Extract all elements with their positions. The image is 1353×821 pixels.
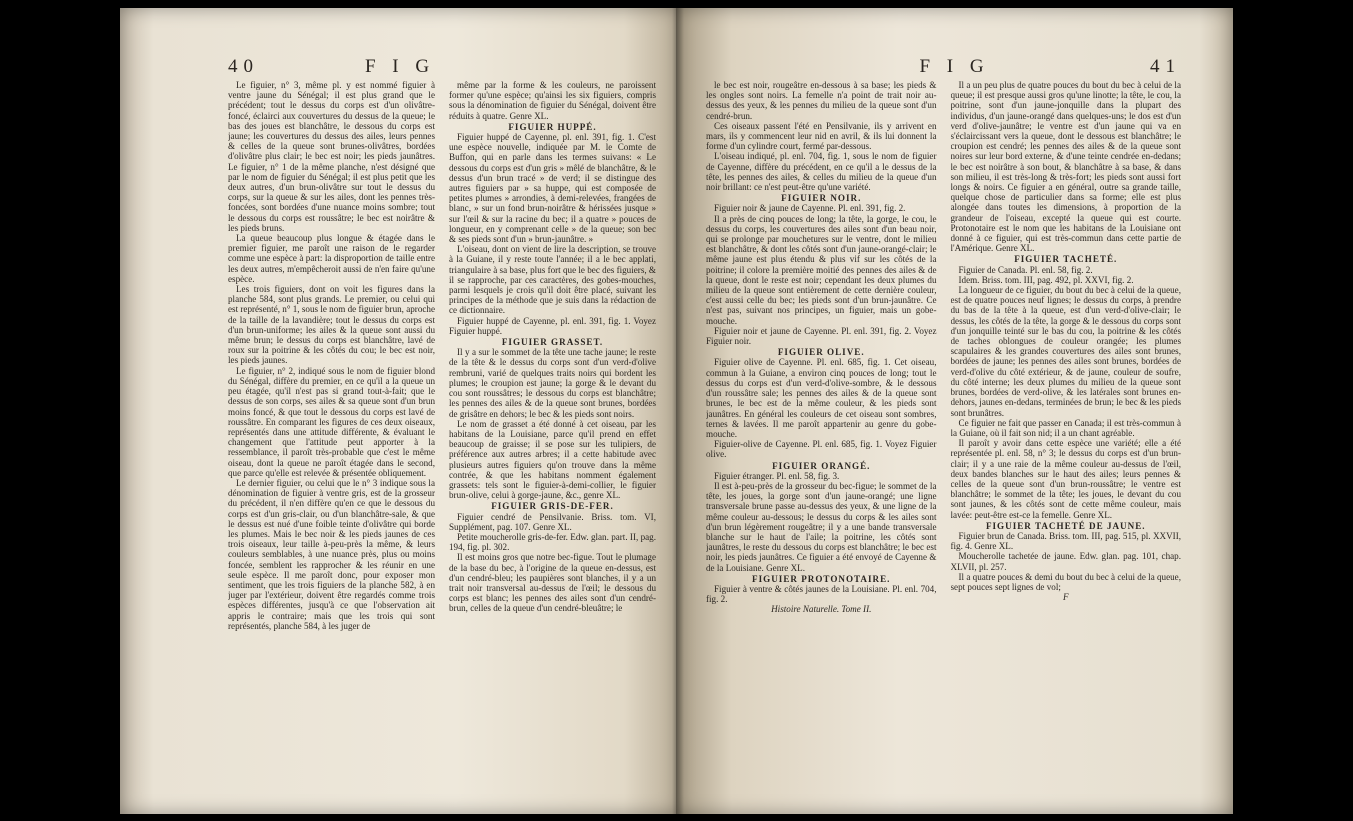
entry-heading: FIGUIER GRIS-DE-FER.: [491, 501, 614, 512]
paragraph: même par la forme & les couleurs, ne paroissent former qu'une espèce; qu'ainsi les six figuiers, compris sous la dénomination de figuier du Sénégal, doivent être réduits à quatre. Genre XL.: [449, 80, 656, 121]
paragraph: Figuier olive de Cayenne. Pl. enl. 685, fig. 1. Cet oiseau, commun à la Guiane, a environ cinq pouces de long; tout le dessus du corps est d'un verd-d'olive-sombre, & le dessous d'un roussâtre sale; les pennes des ailes & de la queue sont brunes, le bec est de la même couleur, & les pieds sont jaunâtres. En général les couleurs de cet oiseau sont sombres, ternes & lavées. Il me paroît appartenir au genre du gobe-mouche.: [706, 357, 937, 439]
paragraph: Le figuier, n° 3, même pl. y est nommé figuier à ventre jaune du Sénégal; il est plus grand que le précédent; tout le dessus du corps est d'un olivâtre-foncé, éclairci aux couvertures du dessus de la queue; le bas des joues est blanchâtre, le dessous du corps est jaune; les couvertures du dessus des ailes, leurs pennes & celles de la queue sont brunes-olivâtres, bordées d'olivâtre plus clair; le bec est noir; les pieds jaunâtres. Le figuier, n° 1 de la même planche, n'est désigné que par le nom de figuier du Sénégal; il est plus petit que les deux autres, d'un brun-olivâtre sur tout le dessus du corps, sur la queue & sur les ailes, dont les pennes très-foncées, sont bordées d'une nuance moins sombre; tout le dessous du corps est roussâtre; le bec est noirâtre & les pieds bruns.: [228, 80, 435, 233]
paragraph: Ce figuier ne fait que passer en Canada; il est très-commun à la Guiane, où il fait son nid; il a un chant agréable.: [950, 417, 1181, 438]
paragraph: Il est à-peu-près de la grosseur du bec-figue; le sommet de la tête, les joues, la gorge sont d'un jaune-orangé; une ligne transversale brune passe au-dessus des yeux, & une ligne de la même couleur au-dessous; le dessus du corps & les ailes sont d'un brun légèrement rougeâtre; il y a une bande transversale blanche sur le haut de l'aile; la poitrine, les côtés sont jaunâtres, le reste du dessous du corps est blanchâtre; le bec est noir, les pieds jaunâtres. Ce figuier a été envoyé de Cayenne & de la Louisiane. Genre XL.: [706, 480, 937, 573]
paragraph: Figuier étranger. Pl. enl. 58, fig. 3.: [714, 470, 840, 481]
entry-heading: FIGUIER TACHETÉ DE JAUNE.: [985, 520, 1146, 531]
paragraph: Moucherolle tachetée de jaune. Edw. glan. pag. 101, chap. XLVII, pl. 257.: [950, 551, 1181, 572]
entry-heading: FIGUIER TACHETÉ.: [1014, 254, 1118, 265]
column-2: [449, 80, 656, 800]
paragraph: Il a un peu plus de quatre pouces du bout du bec à celui de la queue; il est presque aussi gros qu'une linotte; la tête, le cou, la poitrine, sont d'un jaune-jonquille dans la plupart des individus, d'un jaune-orangé dans quelques-uns; le dos est d'un verd d'olive-jaunâtre; le ventre est d'un jaune qui va en s'éclaircissant vers la queue, dont le dessous est blanchâtre; le croupion est cendré; les pennes des ailes & de la queue sont noires sur leur bord externe, & d'une teinte cendrée en-dedans; le bec est noirâtre à son bout, & blanchâtre à sa base, & dans son milieu, il est très-long & très-fort; les pieds sont aussi fort longs & noirs. Ce figuier a en général, outre sa grande taille, quelque chose de particulier dans sa forme; elle est plus alongée dans toutes les dimensions, à proportion de la grandeur de l'oiseau, excepté la queue qui est courte. Protonotaire est le nom que les habitans de la Louisiane ont donné à ce figuier, qui est très-commun dans cette partie de l'Amérique. Genre XL.: [950, 80, 1181, 254]
entry-heading: FIGUIER PROTONOTAIRE.: [752, 573, 891, 584]
paragraph: Figuier noir & jaune de Cayenne. Pl. enl. 391, fig. 2.: [714, 203, 906, 214]
page-number: 40: [228, 56, 259, 77]
paragraph: Figuier de Canada. Pl. enl. 58, fig. 2.: [958, 264, 1093, 275]
paragraph: Figuier brun de Canada. Briss. tom. III, pag. 515, pl. XXVII, fig. 4. Genre XL.: [950, 530, 1181, 552]
column-2: [951, 80, 1182, 800]
column-1: [706, 80, 937, 800]
entry-heading: FIGUIER NOIR.: [781, 193, 862, 204]
entry-heading: FIGUIER HUPPÉ.: [508, 121, 597, 132]
paragraph: Figuier huppé de Cayenne, pl. enl. 391, fig. 1. C'est une espèce nouvelle, indiquée par M. le Comte de Buffon, qui en parle dans les termes suivans: « Le dessous du corps est d'un gris » mêlé de blanchâtre, & le dessus d'un brun tracé » de verd; il se distingue des autres figuiers par » sa huppe, qui est composée de petites plumes » arrondies, à demi-relevées, frangées de blanc, » sur un fond brun-noirâtre & hérissées jusque » sur l'œil & sur la racine du bec; il a quatre » pouces de longueur, en y comprenant celle » de la queue; son bec & ses pieds sont d'un » brun-jaunâtre. »: [449, 132, 656, 245]
paragraph: Idem. Briss. tom. III, pag. 492, pl. XXVI, fig. 2.: [958, 274, 1134, 285]
paragraph: Il a quatre pouces & demi du bout du bec à celui de la queue, sept pouces sept lignes de vol;: [950, 571, 1181, 592]
paragraph: Figuier noir et jaune de Cayenne. Pl. enl. 391, fig. 2. Voyez Figuier noir.: [706, 325, 937, 347]
paragraph: le bec est noir, rougeâtre en-dessous à sa base; les pieds & les ongles sont noirs. La femelle n'a point de trait noir au-dessus des yeux, & les pennes du milieu de la queue sont d'un cendré-brun.: [706, 80, 937, 121]
signature-line: F: [1062, 592, 1069, 603]
paragraph: La queue beaucoup plus longue & étagée dans le premier figuier, me paroît une raison de le regarder comme une espèce à part: la disproportion de taille entre les deux autres, m'empêcheroit aussi de n'en faire qu'une espèce.: [228, 233, 435, 284]
paragraph: Les trois figuiers, dont on voit les figures dans la planche 584, sont plus grands. Le premier, ou celui qui est représenté, n° 1, sous le nom de figuier brun, aproche de la taille de la lavandière; tout le dessus du corps est d'un brun-uniforme; les ailes & la queue sont aussi du même brun; le dessus du corps est blanchâtre, lavé de roux sur la poitrine & les côtés du cou; le bec est noir, les pieds jaunes.: [228, 284, 435, 366]
entry-heading: FIGUIER OLIVE.: [777, 347, 865, 358]
column-1: [228, 80, 435, 800]
paragraph: L'oiseau, dont on vient de lire la description, se trouve à la Guiane, il y reste toute l'année; il a le bec applati, triangulaire à sa base, plus fort que le bec des figuiers, & il se rapproche, par ces caractères, des gobes-mouches, parmi lesquels je crois qu'il doit être placé, suivant les principes de la méthode que je suis dans la rédaction de ce dictionnaire.: [449, 244, 656, 316]
page-header: [120, 56, 680, 78]
right-page: [676, 8, 1233, 814]
paragraph: Il est moins gros que notre bec-figue. Tout le plumage de la base du bec, à l'origine de la queue en-dessus, est d'un cendré-bleu; les paupières sont blanches, il y a un trait noir transversal au-dessus de l'œil; le dessous du corps est blanc; les pennes des ailes sont d'un cendré-brun, celles de la queue d'un cendré-bleuâtre; le: [449, 552, 656, 614]
page-header: [676, 56, 1233, 78]
paragraph: Le nom de grasset a été donné à cet oiseau, par les habitans de la Louisiane, parce qu'il prend en effet beaucoup de graisse; il se pose sur les tulipiers, de préférence aux autres arbres; il a cette habitude avec plusieurs autres figuiers qu'on trouve dans la même contrée, & que les habitans nomment également grassets: tels sont le figuier-à-demi-collier, le figuier brun-olive, celui à gorge-jaune, &c., genre XL.: [449, 418, 656, 501]
text-columns: [706, 80, 1181, 800]
paragraph: Le dernier figuier, ou celui que le n° 3 indique sous la dénomination de figuier à ventre gris, est de la grosseur du précédent, il n'en diffère qu'en ce que le dessous du corps est d'un gris-clair, ou d'un blanchâtre-sale, & que le dessus est nué d'une foible teinte d'olivâtre qui borde les plumes. Mais le bec noir & les pieds jaunes de ces trois oiseaux, leur taille à-peu-près la même, & leurs couleurs semblables, à une nuance près, plus ou moins foncée, semblent les rapprocher & les réunir en une seule espèce. Il me paroît donc, pour exposer mon sentiment, que les trois figuiers de la planche 582, à en juger par l'extérieur, doivent être regardés comme trois espèces différentes, jusqu'à ce que l'observation ait appris le contraire; mais que les trois qui sont représentés, planche 584, à les juger de: [228, 477, 435, 631]
gutter-shadow: [676, 8, 684, 814]
entry-heading: FIGUIER GRASSET.: [501, 337, 604, 348]
paragraph: Figuier-olive de Cayenne. Pl. enl. 685, fig. 1. Voyez Figuier olive.: [706, 439, 937, 460]
paragraph: Il a près de cinq pouces de long; la tête, la gorge, le cou, le dessus du corps, les couvertures des ailes sont d'un beau noir, qui se prolonge par mouchetures sur le ventre, dont le milieu est blanchâtre, & dont les côtés sont d'un jaune-orangé-clair; le même jaune est plus étendu & plus vif sur les côtés de la poitrine; il colore la première moitié des pennes des ailes & de la queue, dont le reste est noir; cependant les deux plumes du milieu de la queue sont entièrement de cette dernière couleur, c'est aussi celle du bec; les pieds sont d'un brun-jaunâtre. Ce n'est pas, suivant nos principes, un figuier, mais un gobe-mouche.: [706, 213, 937, 326]
paragraph: Il y a sur le sommet de la tête une tache jaune; le reste de la tête & le dessus du corps sont d'un verd-d'olive rembruni, varié de quelques traits noirs qui bordent les plumes; le croupion est jaune; la gorge & le devant du cou sont roussâtres; le dessous du corps est blanchâtre; les pennes des ailes & de la queue sont brunes, bordées de grisâtre en dehors; le bec & les pieds sont noirs.: [449, 347, 656, 419]
left-page: [120, 8, 680, 814]
paragraph: Figuier à ventre & côtés jaunes de la Louisiane. Pl. enl. 704, fig. 2.: [706, 583, 937, 605]
paragraph: La longueur de ce figuier, du bout du bec à celui de la queue, est de quatre pouces neuf lignes; le dessus du corps, à prendre du bas de la tête à la queue, est d'un verd-d'olive-clair; le dessus, les côtés de la tête, la gorge & le dessous du corps sont d'un jonquille teinté sur le bas du cou, la poitrine & les côtés de taches oblongues de couleur orangée; les plumes scapulaires & les grandes couvertures des ailes sont brunes, bordées de jaune; les pennes des ailes sont brunes, bordées de verd-d'olive du côté extérieur, & de jaune, couleur de soufre, du côté interne; les deux plumes du milieu de la queue sont brunes, bordées de verd-olive, & les latérales sont brunes en-dehors, jaunes en-dedans, terminées de brun; le bec & les pieds sont brunâtres.: [950, 285, 1181, 418]
running-head: F I G: [919, 56, 990, 77]
paragraph: Il paroît y avoir dans cette espèce une variété; elle a été représentée pl. enl. 58, n° 3; le dessus du corps est d'un brun-clair; il y a une raie de la même couleur au-dessus de l'œil, deux bandes blanches sur le haut des ailes; leurs pennes & celles de la queue sont d'un brun-roussâtre; le ventre est blanchâtre; le sommet de la tête; les joues, le devant du cou sont jaunes, & les côtés sont de cette même couleur, mais lavée: peut-être est-ce la femelle. Genre XL.: [950, 438, 1181, 520]
page-number: 41: [1150, 56, 1181, 77]
paragraph: Figuier huppé de Cayenne, pl. enl. 391, fig. 1. Voyez Figuier huppé.: [449, 315, 656, 336]
text-columns: [228, 80, 656, 800]
paragraph: Ces oiseaux passent l'été en Pensilvanie, ils y arrivent en mars, ils y commencent leur nid en avril, & ils lui donnent la forme d'un cylindre court, fermé par-dessous.: [706, 120, 937, 152]
paragraph: Le figuier, n° 2, indiqué sous le nom de figuier blond du Sénégal, diffère du premier, en ce qu'il a la queue un peu étagée, qu'il n'est pas si grand tout-à-fait; que le dessus de son corps, ses ailes & sa queue sont d'un brun moins foncé, & que tout le dessous du corps est lavé de roussâtre. En comparant les figures de ces deux oiseaux, représentés dans une attitude différente, & évaluant le changement que l'attitude peut apporter à la ressemblance, il paroît très-probable que c'est le même oiseau, dont la queue ne paroît étagée dans le second, que parce qu'elle est relevée & présentée obliquement.: [228, 365, 435, 478]
paragraph: L'oiseau indiqué, pl. enl. 704, fig. 1, sous le nom de figuier de Cayenne, diffère du précédent, en ce qu'il a le dessus de la tête, les pennes des ailes, & celles du milieu de la queue d'un noir brillant: ce n'est peut-être qu'une variété.: [706, 151, 937, 193]
entry-heading: FIGUIER ORANGÉ.: [772, 460, 871, 471]
paragraph: Figuier cendré de Pensilvanie. Briss. tom. VI, Supplément, pag. 107. Genre XL.: [449, 511, 656, 532]
running-head: F I G: [364, 56, 436, 77]
signature-line: Histoire Naturelle. Tome II.: [771, 604, 872, 615]
paragraph: Petite moucherolle gris-de-fer. Edw. glan. part. II, pag. 194, fig. pl. 302.: [449, 531, 656, 553]
